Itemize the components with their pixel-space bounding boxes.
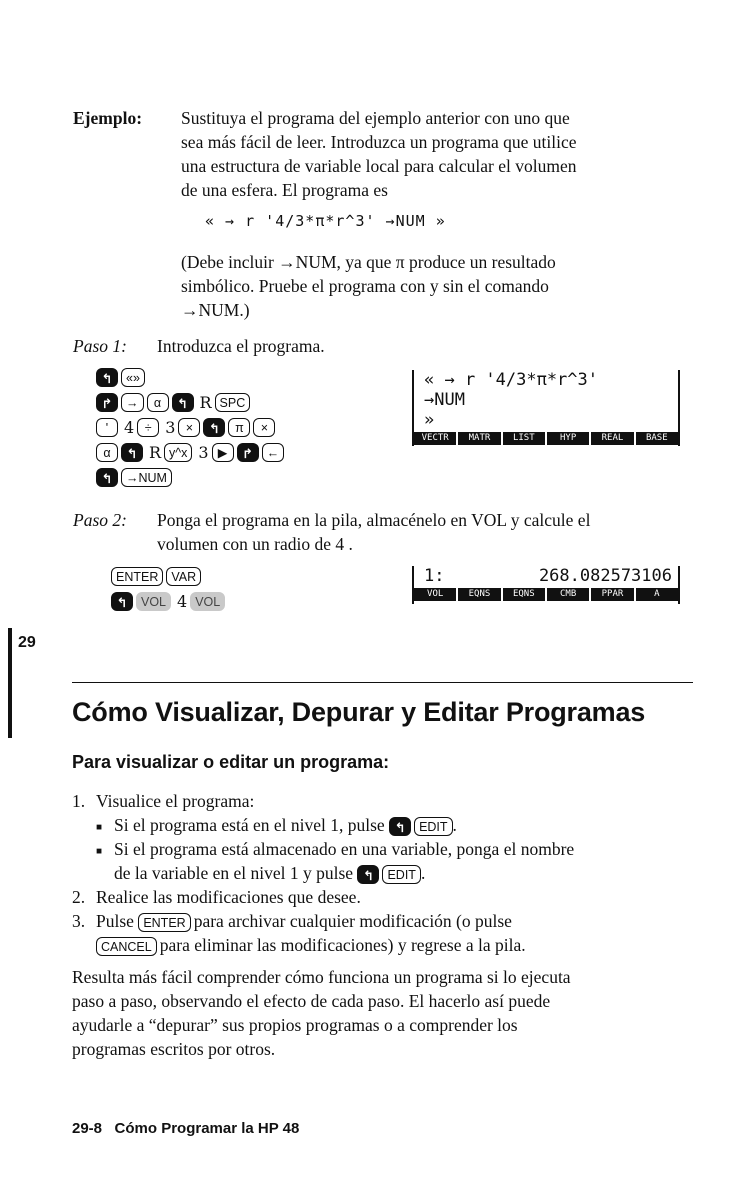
calculator-display-1 (412, 370, 680, 446)
step2-label: Paso 2: (73, 510, 127, 530)
char-r: R (199, 393, 212, 412)
section-subtitle: Para visualizar o editar un programa: (72, 752, 390, 772)
display-line-2: →NUM (424, 390, 465, 410)
alpha-key[interactable]: α (96, 443, 118, 462)
note-line-2: simbólico. Pruebe el programa con y sin el comando (181, 276, 549, 296)
left-shift-key[interactable]: ↰ (96, 468, 118, 487)
left-shift-key[interactable]: ↰ (111, 592, 133, 611)
chapter-bar (8, 628, 12, 738)
right-shift-key[interactable]: ↱ (237, 443, 259, 462)
menu-cmb[interactable]: CMB (547, 588, 591, 601)
paragraph-line: Resulta más fácil comprender cómo funciona un programa si lo ejecuta (72, 967, 571, 987)
left-shift-key[interactable]: ↰ (389, 817, 411, 836)
step1-label: Paso 1: (73, 336, 127, 356)
item-text: Pulse (96, 911, 134, 931)
list-item-continuation (72, 933, 722, 957)
char-3: 3 (198, 443, 209, 462)
example-line-3: una estructura de variable local para calcular el volumen (181, 156, 577, 176)
example-text (181, 106, 721, 202)
menu-vectr[interactable]: VECTR (414, 432, 458, 445)
note-line-1: (Debe incluir →NUM, ya que π produce un resultado (181, 252, 556, 272)
menu-vol[interactable]: VOL (414, 588, 458, 601)
left-shift-key[interactable]: ↰ (203, 418, 225, 437)
menu-a[interactable]: A (654, 589, 660, 599)
display-stack-level (414, 566, 678, 586)
program-listing: « → r '4/3*π*r^3' →NUM » (205, 212, 446, 230)
list-item (72, 789, 722, 813)
divide-key[interactable]: ÷ (137, 418, 159, 437)
section-rule (72, 682, 693, 683)
section-title: Cómo Visualizar, Depurar y Editar Programas (72, 697, 646, 727)
footer-title: Cómo Programar la HP 48 (114, 1120, 300, 1137)
paragraph-line: paso a paso, observando el efecto de cada paso. El hacerlo así puede (72, 991, 551, 1011)
var-key[interactable]: VAR (166, 567, 201, 586)
alpha-key[interactable]: α (147, 393, 169, 412)
char-4: 4 (124, 418, 135, 437)
note-line-3: →NUM.) (181, 300, 250, 320)
menu-ppar[interactable]: PPAR (591, 588, 635, 601)
right-shift-key[interactable]: ↱ (96, 393, 118, 412)
item-text: Visualice el programa: (96, 791, 255, 811)
enter-key[interactable]: ENTER (138, 913, 190, 932)
bullet-item (72, 813, 722, 837)
level-label: 1: (424, 566, 445, 586)
char-3: 3 (165, 418, 176, 437)
display-line-3: » (424, 410, 435, 430)
item-number: 1. (72, 791, 86, 811)
item-number: 3. (72, 911, 86, 931)
bullet-end: . (420, 863, 426, 883)
paragraph-line: programas escritos por otros. (72, 1039, 276, 1059)
softkey-menu (414, 588, 678, 601)
cancel-key[interactable]: CANCEL (96, 937, 157, 956)
arrow-key[interactable]: → (121, 393, 144, 412)
pi-key[interactable]: π (228, 418, 250, 437)
step2-line-1: Ponga el programa en la pila, almacénelo en VOL y calcule el (157, 510, 591, 530)
list-item (72, 909, 722, 933)
footer (72, 1120, 299, 1137)
menu-eqns-2[interactable]: EQNS (503, 588, 547, 601)
edit-key[interactable]: EDIT (382, 865, 420, 884)
menu-matr[interactable]: MATR (458, 432, 502, 445)
multiply-key[interactable]: × (178, 418, 200, 437)
menu-real[interactable]: REAL (591, 432, 635, 445)
tick-key[interactable]: ' (96, 418, 118, 437)
char-4: 4 (177, 592, 188, 611)
footer-page: 29-8 (72, 1120, 103, 1137)
steps-list (72, 789, 722, 957)
multiply-key[interactable]: × (253, 418, 275, 437)
bullet-end: . (452, 815, 457, 835)
list-item (72, 885, 722, 909)
spc-key[interactable]: SPC (215, 393, 251, 412)
paragraph-line: ayudarle a “depurar” sus propios programas o a comprender los (72, 1015, 518, 1035)
bullet-text: Si el programa está almacenado en una variable, ponga el nombre (114, 839, 575, 859)
step2-text (157, 508, 727, 556)
closing-paragraph (72, 965, 732, 1061)
step1-keystrokes (96, 367, 287, 492)
bullet-text-2: de la variable en el nivel 1 y pulse (114, 863, 354, 883)
enter-key[interactable]: ENTER (111, 567, 163, 586)
bullet-item (72, 837, 722, 861)
power-key[interactable]: y^x (164, 443, 192, 462)
chapter-tab: 29 (18, 634, 36, 651)
softkey-menu (414, 432, 678, 445)
left-shift-key[interactable]: ↰ (121, 443, 143, 462)
calculator-display-2 (412, 566, 680, 604)
step2-line-2: volumen con un radio de 4 . (157, 534, 353, 554)
menu-eqns[interactable]: EQNS (458, 588, 502, 601)
program-delimiters-key[interactable]: «» (121, 368, 145, 387)
item-text-2: para archivar cualquier modificación (o pulse (193, 911, 512, 931)
left-shift-key[interactable]: ↰ (357, 865, 379, 884)
step1-text: Introduzca el programa. (157, 336, 325, 356)
char-r: R (149, 443, 162, 462)
item-text-3: para eliminar las modificaciones) y regrese a la pila. (159, 935, 526, 955)
edit-key[interactable]: EDIT (414, 817, 452, 836)
example-line-4: de una esfera. El programa es (181, 180, 388, 200)
num-key[interactable]: →NUM (121, 468, 172, 487)
step2-keystrokes (111, 566, 228, 616)
example-line-1: Sustituya el programa del ejemplo anterior con uno que (181, 108, 570, 128)
menu-base[interactable]: BASE (645, 433, 668, 443)
result-value: 268.082573106 (538, 566, 672, 586)
example-label: Ejemplo: (73, 108, 143, 128)
vol-softkey[interactable]: VOL (190, 592, 225, 611)
left-shift-key[interactable]: ↰ (96, 368, 118, 387)
menu-hyp[interactable]: HYP (547, 432, 591, 445)
item-number: 2. (72, 887, 86, 907)
example-line-2: sea más fácil de leer. Introduzca un programa que utilice (181, 132, 577, 152)
example-note (181, 250, 721, 322)
left-shift-key[interactable]: ↰ (172, 393, 194, 412)
menu-list[interactable]: LIST (503, 432, 547, 445)
backspace-key[interactable]: ← (262, 443, 285, 462)
display-line-1: « → r '4/3*π*r^3' (424, 370, 598, 390)
item-text: Realice las modificaciones que desee. (96, 887, 361, 907)
bullet-text: Si el programa está en el nivel 1, pulse (114, 815, 385, 835)
bullet-continuation (72, 861, 722, 885)
right-arrow-key[interactable]: ▶ (212, 443, 234, 462)
vol-softkey[interactable]: VOL (136, 592, 171, 611)
